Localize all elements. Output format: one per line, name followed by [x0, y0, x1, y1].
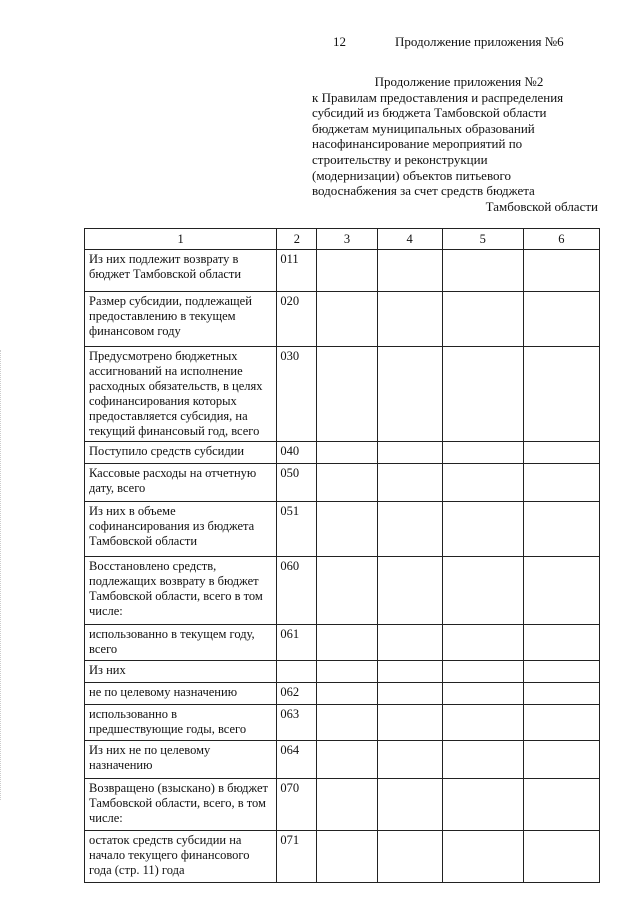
- empty-cell: [523, 557, 599, 625]
- row-code: 020: [277, 292, 317, 347]
- empty-cell: [523, 442, 599, 464]
- table-row: [85, 741, 600, 779]
- empty-cell: [523, 831, 599, 883]
- row-label: Предусмотрено бюджетных ассигнований на исполнение расходных обязательств, в целях софинансирования которых предоставляется субсидия, на текущий финансовый год, всего: [85, 347, 277, 442]
- empty-cell: [523, 625, 599, 661]
- empty-cell: [317, 779, 377, 831]
- row-code: 070: [277, 779, 317, 831]
- empty-cell: [442, 779, 523, 831]
- empty-cell: [442, 831, 523, 883]
- table-header-row: [85, 229, 600, 250]
- row-code: 063: [277, 705, 317, 741]
- table-row: [85, 464, 600, 502]
- row-code: 060: [277, 557, 317, 625]
- appendix-title: Продолжение приложения №2: [374, 74, 544, 89]
- row-code: 030: [277, 347, 317, 442]
- row-code: 061: [277, 625, 317, 661]
- empty-cell: [523, 347, 599, 442]
- empty-cell: [442, 705, 523, 741]
- empty-cell: [377, 779, 442, 831]
- empty-cell: [377, 464, 442, 502]
- empty-cell: [317, 502, 377, 557]
- empty-cell: [317, 831, 377, 883]
- appendix-line: (модернизации) объектов питьевого: [312, 167, 512, 183]
- table-row: [85, 502, 600, 557]
- empty-cell: [317, 442, 377, 464]
- table-row: [85, 683, 600, 705]
- empty-cell: [377, 683, 442, 705]
- empty-cell: [377, 442, 442, 464]
- appendix-block: [312, 74, 598, 214]
- empty-cell: [377, 661, 442, 683]
- row-label: Кассовые расходы на отчетную дату, всего: [85, 464, 277, 502]
- row-code: 040: [277, 442, 317, 464]
- empty-cell: [523, 464, 599, 502]
- table-row: [85, 625, 600, 661]
- empty-cell: [523, 683, 599, 705]
- empty-cell: [442, 347, 523, 442]
- row-label: остаток средств субсидии на начало текущего финансового года (стр. 11) года: [85, 831, 277, 883]
- row-label: Из них в объеме софинансирования из бюджета Тамбовской области: [85, 502, 277, 557]
- column-header: 1: [85, 229, 277, 250]
- empty-cell: [377, 557, 442, 625]
- empty-cell: [317, 705, 377, 741]
- empty-cell: [377, 831, 442, 883]
- empty-cell: [442, 464, 523, 502]
- row-label: Размер субсидии, подлежащей предоставлению в текущем финансовом году: [85, 292, 277, 347]
- empty-cell: [442, 661, 523, 683]
- column-header: 5: [442, 229, 523, 250]
- row-code: 011: [277, 250, 317, 292]
- page-number: 12: [333, 34, 346, 49]
- empty-cell: [523, 502, 599, 557]
- empty-cell: [377, 625, 442, 661]
- empty-cell: [317, 347, 377, 442]
- row-code: 051: [277, 502, 317, 557]
- empty-cell: [317, 683, 377, 705]
- table-row: [85, 779, 600, 831]
- row-label: использованно в текущем году, всего: [85, 625, 277, 661]
- appendix-line: строительству и реконструкции: [312, 151, 488, 167]
- continuation-label: Продолжение приложения №6: [395, 34, 564, 49]
- appendix-line: к Правилам предоставления и распределения: [312, 89, 564, 105]
- column-header: 2: [277, 229, 317, 250]
- empty-cell: [317, 741, 377, 779]
- row-label: Восстановлено средств, подлежащих возврату в бюджет Тамбовской области, всего в том числе:: [85, 557, 277, 625]
- empty-cell: [442, 625, 523, 661]
- empty-cell: [377, 250, 442, 292]
- empty-cell: [377, 502, 442, 557]
- appendix-line: насофинансирование мероприятий по: [312, 136, 523, 152]
- column-header: 4: [377, 229, 442, 250]
- table-row: [85, 831, 600, 883]
- empty-cell: [317, 292, 377, 347]
- empty-cell: [523, 741, 599, 779]
- row-label: Поступило средств субсидии: [85, 442, 277, 464]
- empty-cell: [442, 741, 523, 779]
- table-row: [85, 557, 600, 625]
- row-code: 064: [277, 741, 317, 779]
- empty-cell: [523, 661, 599, 683]
- empty-cell: [377, 741, 442, 779]
- row-label: использованно в предшествующие годы, всего: [85, 705, 277, 741]
- empty-cell: [377, 705, 442, 741]
- table-row: [85, 250, 600, 292]
- row-label: Возвращено (взыскано) в бюджет Тамбовской области, всего, в том числе:: [85, 779, 277, 831]
- empty-cell: [523, 250, 599, 292]
- empty-cell: [523, 705, 599, 741]
- empty-cell: [442, 502, 523, 557]
- row-code: 062: [277, 683, 317, 705]
- column-header: 6: [523, 229, 599, 250]
- table-row: [85, 292, 600, 347]
- appendix-line: бюджетам муниципальных образований: [312, 120, 535, 136]
- appendix-line: водоснабжения за счет средств бюджета: [312, 183, 535, 199]
- column-header: 3: [317, 229, 377, 250]
- row-code: [277, 661, 317, 683]
- table-row: [85, 347, 600, 442]
- empty-cell: [317, 464, 377, 502]
- empty-cell: [442, 292, 523, 347]
- row-code: 050: [277, 464, 317, 502]
- table-row: [85, 705, 600, 741]
- scan-edge: [0, 350, 4, 800]
- empty-cell: [442, 442, 523, 464]
- row-label: Из них: [85, 661, 277, 683]
- empty-cell: [317, 250, 377, 292]
- table-row: [85, 442, 600, 464]
- empty-cell: [523, 779, 599, 831]
- row-label: Из них не по целевому назначению: [85, 741, 277, 779]
- empty-cell: [317, 625, 377, 661]
- empty-cell: [377, 347, 442, 442]
- report-table: [84, 228, 600, 883]
- appendix-line: субсидий из бюджета Тамбовской области: [312, 105, 547, 121]
- empty-cell: [317, 557, 377, 625]
- empty-cell: [442, 557, 523, 625]
- appendix-line: Тамбовской области: [485, 198, 598, 214]
- row-code: 071: [277, 831, 317, 883]
- empty-cell: [442, 683, 523, 705]
- empty-cell: [377, 292, 442, 347]
- empty-cell: [523, 292, 599, 347]
- empty-cell: [442, 250, 523, 292]
- row-label: Из них подлежит возврату в бюджет Тамбовской области: [85, 250, 277, 292]
- row-label: не по целевому назначению: [85, 683, 277, 705]
- table-row: [85, 661, 600, 683]
- empty-cell: [317, 661, 377, 683]
